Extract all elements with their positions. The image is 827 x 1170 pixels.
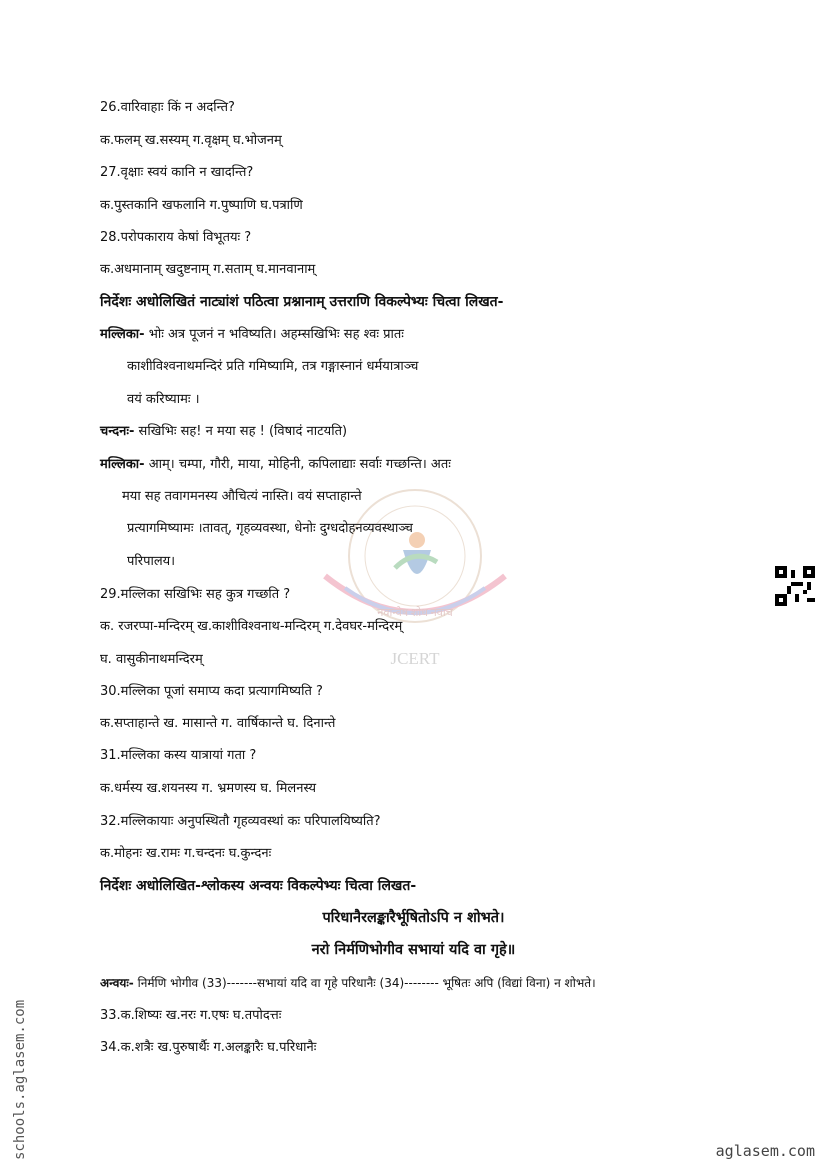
dialogue-line: काशीविश्वनाथमन्दिरं प्रति गमिष्यामि, तत्र गङ्गास्नानं धर्मयात्राञ्च xyxy=(127,359,419,374)
question-30: 30.मल्लिका पूजां समाप्य कदा प्रत्यागमिष्यति ? xyxy=(100,684,323,699)
question-27: 27.वृक्षाः स्वयं कानि न खादन्ति? xyxy=(100,165,254,180)
dialogue-text: भोः अत्र पूजनं न भविष्यति। अहम्सखिभिः सह श्वः प्रातः xyxy=(144,327,404,342)
anvaya-text: निर्मणि भोगीव (33)-------सभायां यदि वा गृहे परिधानैः (34)-------- भूषितः अपि (विद्यां विना) न शोभते। xyxy=(133,976,596,990)
options-27: क.पुस्तकानि खफलानि ग.पुष्पाणि घ.पत्राणि xyxy=(100,198,303,213)
dialogue-text: सखिभिः सह! न मया सह ! (विषादं नाटयति) xyxy=(134,424,348,439)
anvaya xyxy=(100,974,596,992)
anvaya-label: अन्वयः- xyxy=(100,976,134,990)
question-28: 28.परोपकाराय केषां विभूतयः ? xyxy=(100,230,252,245)
speaker-name: मल्लिका- xyxy=(100,327,145,342)
options-33: 33.क.शिष्यः ख.नरः ग.एषः घ.तपोदत्तः xyxy=(100,1008,282,1023)
question-29: 29.मल्लिका सखिभिः सह कुत्र गच्छति ? xyxy=(100,587,291,602)
speaker-name: मल्लिका- xyxy=(100,457,145,472)
speaker-name: चन्दनः- xyxy=(100,424,135,439)
shloka-line-1: परिधानैरलङ्कारैर्भूषितोऽपि न शोभते। xyxy=(322,910,505,926)
footer-url: aglasem.com xyxy=(715,1142,815,1160)
question-32: 32.मल्लिकायाः अनुपस्थितौ गृहव्यवस्थां कः परिपालयिष्यति? xyxy=(100,814,381,829)
dialogue-line: परिपालय। xyxy=(127,554,176,569)
options-29-cont: घ. वासुकीनाथमन्दिरम् xyxy=(100,652,203,667)
qr-code xyxy=(775,566,815,606)
dialogue-chandan xyxy=(100,423,347,441)
svg-text:JCERT: JCERT xyxy=(390,649,440,668)
svg-text:नवान्वेष शोध नवाच: नवान्वेष शोध नवाच xyxy=(377,607,453,619)
options-26: क.फलम् ख.सस्यम् ग.वृक्षम् घ.भोजनम् xyxy=(100,133,282,148)
instruction-heading: निर्देशः अधोलिखितं नाट्यांशं पठित्वा प्रश्नानाम् उत्तराणि विकल्पेभ्यः चित्वा लिखत- xyxy=(100,294,504,310)
jcert-watermark-logo xyxy=(305,488,525,678)
dialogue-text: आम्। चम्पा, गौरी, माया, मोहिनी, कपिलाद्याः सर्वाः गच्छन्ति। अतः xyxy=(144,457,451,472)
options-30: क.सप्ताहान्ते ख. मासान्ते ग. वार्षिकान्ते घ. दिनान्ते xyxy=(100,716,336,731)
options-34: 34.क.शत्रैः ख.पुरुषार्थैः ग.अलङ्कारैः घ.परिधानैः xyxy=(100,1040,317,1055)
side-watermark-url: schools.aglasem.com xyxy=(12,999,28,1160)
instruction-heading: निर्देशः अधोलिखित-श्लोकस्य अन्वयः विकल्पेभ्यः चित्वा लिखत- xyxy=(100,878,417,894)
dialogue-line: मया सह तवागमनस्य औचित्यं नास्ति। वयं सप्ताहान्ते xyxy=(122,489,362,504)
dialogue-line: प्रत्यागमिष्यामः ।तावत्, गृहव्यवस्था, धेनोः दुग्धदोहनव्यवस्थाञ्च xyxy=(127,521,413,536)
options-29: क. रजरप्पा-मन्दिरम् ख.काशीविश्वनाथ-मन्दिरम् ग.देवघर-मन्दिरम् xyxy=(100,619,403,634)
question-31: 31.मल्लिका कस्य यात्रायां गता ? xyxy=(100,748,257,763)
question-26: 26.वारिवाहाः किं न अदन्ति? xyxy=(100,100,235,115)
dialogue-line: वयं करिष्यामः । xyxy=(127,392,200,407)
options-32: क.मोहनः ख.रामः ग.चन्दनः घ.कुन्दनः xyxy=(100,846,272,861)
options-31: क.धर्मस्य ख.शयनस्य ग. भ्रमणस्य घ. मिलनस्य xyxy=(100,781,317,796)
dialogue-mallika-1 xyxy=(100,326,404,344)
options-28: क.अधमानाम् खदुष्टनाम् ग.सताम् घ.मानवानाम् xyxy=(100,262,316,277)
shloka-line-2: नरो निर्मणिभोगीव सभायां यदि वा गृहे॥ xyxy=(311,942,516,958)
dialogue-mallika-2 xyxy=(100,456,451,474)
